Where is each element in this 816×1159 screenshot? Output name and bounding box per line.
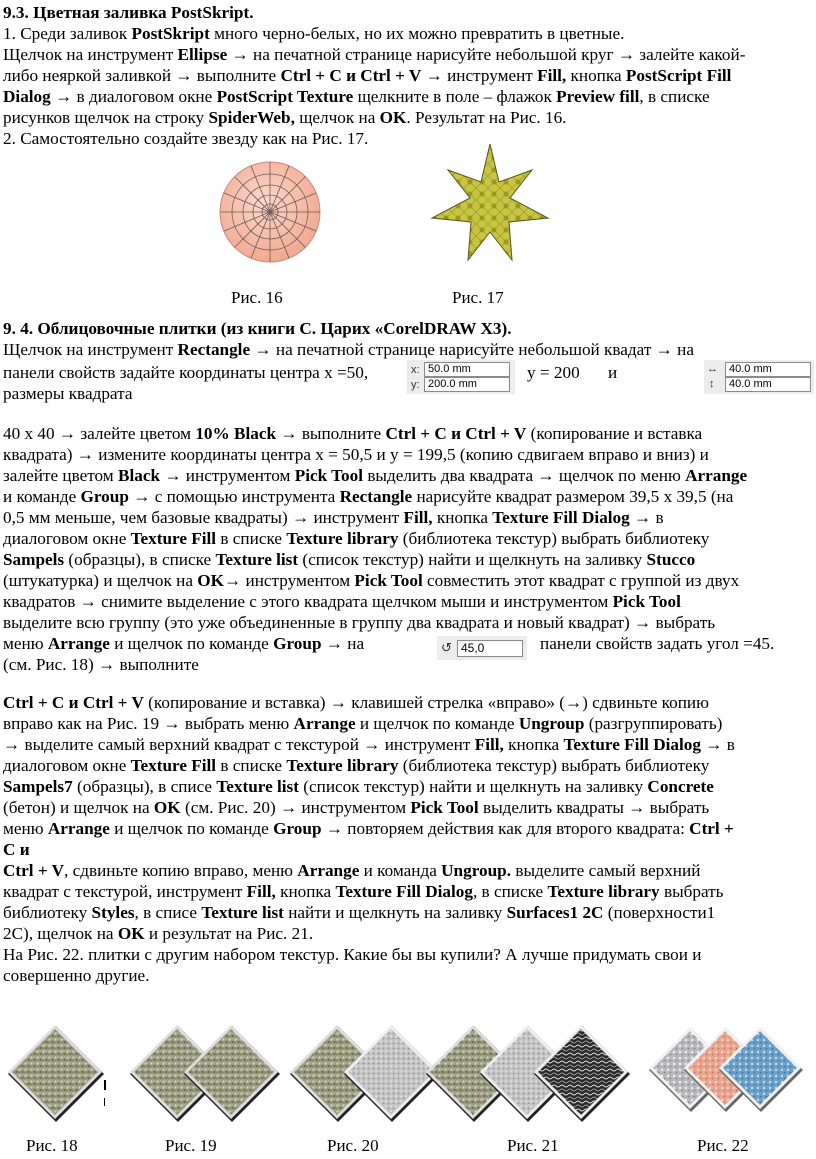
text-line: 0,5 мм меньше, чем базовые квадраты) → инструмент Fill, кнопка Texture Fill Dialog → в (3, 508, 664, 527)
text-line: (бетон) и щелчок на OK (см. Рис. 20) → инструментом Pick Tool выделить квадраты → выбрать (3, 798, 710, 817)
tile-fig20 (290, 1025, 440, 1122)
text-line: Щелчок на инструмент Ellipse → на печатной странице нарисуйте небольшой круг → залейте какой- (3, 45, 746, 64)
text-line: диалоговом окне Texture Fill в списке Texture library (библиотека текстур) выбрать библиотеку (3, 756, 710, 775)
text-line: меню Arrange и щелчок по команде Group → на (3, 634, 365, 653)
text-line: квадратов → снимите выделение с этого квадрата щелчком мыши и инструментом Pick Tool (3, 592, 681, 611)
text-line: выделите всю группу (это уже объединенные в группу два квадрата и новый квадрат) → выбрать (3, 613, 716, 632)
text-line: рисунков щелчок на строку SpiderWeb, щелчок на OK. Результат на Рис. 16. (3, 108, 567, 127)
text-line: и команде Group → с помощью инструмента Rectangle нарисуйте квадрат размером 39,5 x 39,5 (на (3, 487, 734, 506)
figure-caption: Рис. 17 (452, 288, 504, 307)
tile-figures (0, 1020, 816, 1130)
heading-9-3: 9.3. Цветная заливка PostSkript. (3, 3, 254, 22)
angle-input[interactable]: 45,0 (457, 640, 523, 657)
text-line: (см. Рис. 18) → выполните (3, 655, 199, 674)
figure-caption: Рис. 20 (327, 1136, 379, 1155)
width-arrow-icon: ↔ (707, 363, 718, 375)
text-line: Ctrl + V, сдвиньте копию вправо, меню Arrange и команда Ungroup. выделите самый верхний (3, 861, 701, 880)
text-line: Sampels7 (образцы), в списе Texture list (список текстур) найти и щелкнуть на заливку Concrete (3, 777, 714, 796)
figure-caption: Рис. 21 (507, 1136, 559, 1155)
x-label: x: (411, 364, 420, 376)
tile-fig22 (649, 1027, 803, 1112)
x-position-input[interactable]: 50.0 mm (424, 362, 510, 377)
text-line: квадрат с текстурой, инструмент Fill, кнопка Texture Fill Dialog, в списке Texture library выбрать (3, 882, 724, 901)
text-line: Sampels (образцы), в списке Texture list (список текстур) найти и щелкнуть на заливку Stucco (3, 550, 696, 569)
y-position-input[interactable]: 200.0 mm (424, 377, 510, 392)
text-line: На Рис. 22. плитки с другим набором текстур. Какие бы вы купили? А лучше придумать свои и (3, 945, 702, 964)
tile-fig19 (130, 1025, 280, 1122)
text-line: диалоговом окне Texture Fill в списке Texture library (библиотека текстур) выбрать библиотеку (3, 529, 710, 548)
textured-star-figure (428, 140, 552, 264)
tile-fig21 (426, 1025, 630, 1122)
figure-caption: Рис. 19 (165, 1136, 217, 1155)
text-line: (штукатурка) и щелчок на OK→ инструментом Pick Tool совместить этот квадрат с группой из двух (3, 571, 740, 590)
text-line: 40 x 40 → залейте цветом 10% Black → выполните Ctrl + C и Ctrl + V (копирование и вставка (3, 424, 703, 443)
figure-caption: Рис. 16 (231, 288, 283, 307)
text-line: квадрата) → измените координаты центра x = 50,5 и y = 199,5 (копию сдвигаем вправо и вниз) и (3, 445, 709, 464)
tile-fig18 (8, 1025, 106, 1122)
figure-caption: Рис. 18 (26, 1136, 78, 1155)
text-line: библиотеку Styles, в списе Texture list найти и щелкнуть на заливку Surfaces1 2C (поверхности1 (3, 903, 716, 922)
y-label: y: (411, 379, 420, 391)
text-line: Ctrl + C и Ctrl + V (копирование и вставка) → клавишей стрелка «вправо» (→) сдвиньте копию (3, 693, 709, 712)
text-line: залейте цветом Black → инструментом Pick Tool выделить два квадрата → щелчок по меню Arrange (3, 466, 748, 485)
text-line: C и (3, 840, 30, 859)
text-line: вправо как на Рис. 19 → выбрать меню Arrange и щелчок по команде Ungroup (разгруппировать) (3, 714, 723, 733)
heading-9-4: 9. 4. Облицовочные плитки (из книги С. Царих «CorelDRAW X3). (3, 319, 512, 338)
text-line: y = 200 (527, 363, 580, 382)
text-line: → выделите самый верхний квадрат с текстурой → инструмент Fill, кнопка Texture Fill Dialog → в (3, 735, 735, 754)
text-line: совершенно другие. (3, 966, 150, 985)
text-line: Щелчок на инструмент Rectangle → на печатной странице нарисуйте небольшой квадат → на (3, 340, 694, 359)
text-line: 2. Самостоятельно создайте звезду как на Рис. 17. (3, 129, 369, 148)
text-line: размеры квадрата (3, 384, 133, 403)
text-line: и (608, 363, 618, 382)
text-line: панели свойств задать угол =45. (540, 634, 775, 653)
text-line: Dialog → в диалоговом окне PostScript Texture щелкните в поле – флажок Preview fill, в списке (3, 87, 710, 106)
text-line: панели свойств задайте координаты центра x =50, (3, 363, 369, 382)
figure-caption: Рис. 22 (697, 1136, 749, 1155)
spiderweb-circle-figure (218, 160, 322, 264)
width-input[interactable]: 40.0 mm (725, 362, 811, 377)
height-arrow-icon: ↕ (709, 378, 715, 390)
rotate-icon: ↺ (441, 640, 452, 655)
height-input[interactable]: 40.0 mm (725, 377, 811, 392)
text-line: либо неяркой заливкой → выполните Ctrl + C и Ctrl + V → инструмент Fill, кнопка PostScript Fill (3, 66, 732, 85)
text-line: 2С), щелчок на OK и результат на Рис. 21. (3, 924, 314, 943)
text-line: меню Arrange и щелчок по команде Group → повторяем действия как для второго квадрата: Ctrl + (3, 819, 734, 838)
text-line: 1. Среди заливок PostSkript много черно-белых, но их можно превратить в цветные. (3, 24, 625, 43)
